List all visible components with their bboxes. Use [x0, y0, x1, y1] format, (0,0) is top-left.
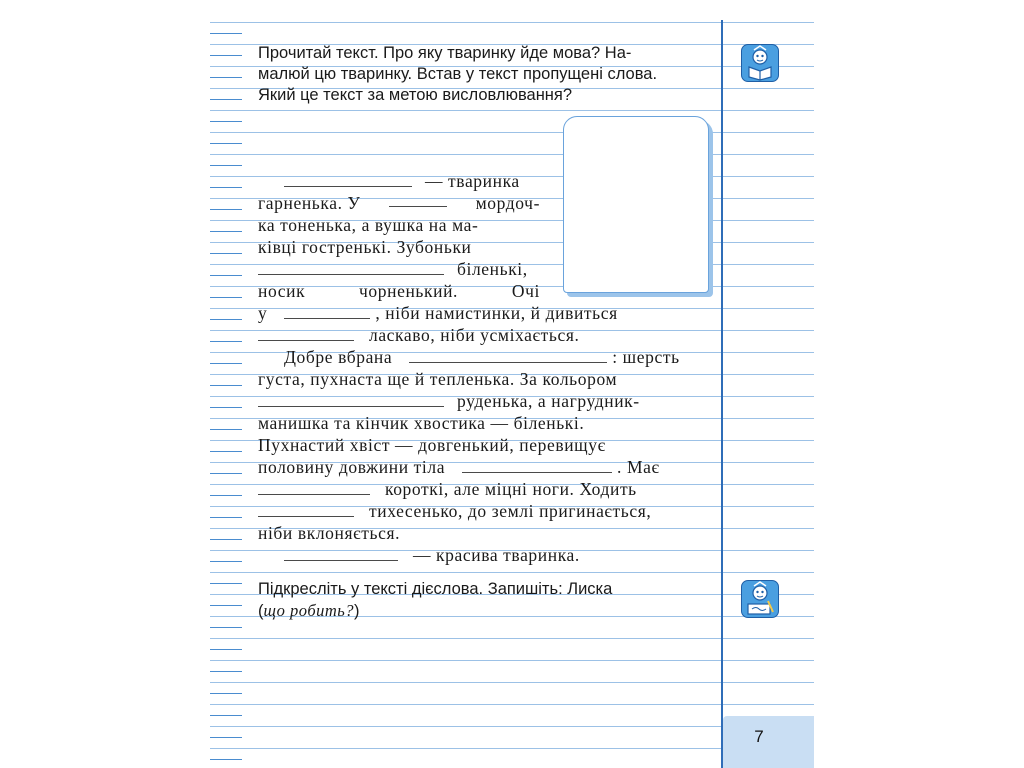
blank-field[interactable] — [284, 172, 412, 187]
ruling-dash — [210, 517, 242, 518]
blank-field[interactable] — [284, 546, 398, 561]
ruling-dash — [210, 165, 242, 166]
task-2-line-1: Підкресліть у тексті дієслова. Запишіть: Лиска — [258, 580, 613, 598]
text-line-12: манишка та кінчик хвостика — біленькі. — [258, 413, 585, 433]
text-line-2: гарненька. У мордоч- — [258, 193, 540, 213]
ruling-dash — [210, 473, 242, 474]
ruling-dash — [210, 231, 242, 232]
text-line-9: Добре вбрана : шерсть — [284, 347, 680, 367]
text-line-6: носик чорненький. Очі — [258, 281, 540, 301]
text-line-15: короткі, але міцні ноги. Ходить — [258, 478, 637, 500]
ruling-dash — [210, 451, 242, 452]
ruling-dash — [210, 275, 242, 276]
ruling-dash — [210, 671, 242, 672]
task-2-line-2: (що робить?) — [258, 601, 360, 620]
ruling-dash — [210, 737, 242, 738]
blank-field[interactable] — [258, 502, 354, 517]
ruling-dash — [210, 143, 242, 144]
blank-field[interactable] — [462, 458, 612, 473]
ruling-dash — [210, 715, 242, 716]
reading-character-icon — [741, 44, 779, 82]
text-line-8: ласкаво, ніби усміхається. — [258, 324, 579, 346]
text-line-1: — тваринка — [284, 170, 520, 192]
blank-field[interactable] — [258, 260, 444, 275]
task-2-instructions — [258, 579, 706, 622]
task-1-line-2: малюй цю тваринку. Встав у текст пропущені слова. — [258, 65, 658, 83]
text-line-3: ка тоненька, а вушка на ма- — [258, 215, 479, 235]
text-line-4: ківці гостренькі. Зубоньки — [258, 237, 472, 257]
ruling-line — [210, 132, 814, 133]
margin-line — [721, 20, 723, 768]
ruling-dash — [210, 759, 242, 760]
page-number: 7 — [754, 727, 764, 746]
text-line-16: тихесенько, до землі пригинається, — [258, 500, 651, 522]
ruling-dash — [210, 297, 242, 298]
ruling-dash — [210, 627, 242, 628]
blank-field[interactable] — [389, 192, 447, 207]
ruling-dash — [210, 407, 242, 408]
ruling-dash — [210, 319, 242, 320]
ruling-dash — [210, 363, 242, 364]
ruling-line — [210, 704, 814, 705]
text-line-10: густа, пухнаста ще й тепленька. За кольором — [258, 369, 618, 389]
ruling-dash — [210, 605, 242, 606]
blank-field[interactable] — [409, 348, 607, 363]
ruling-dash — [210, 561, 242, 562]
ruling-line — [210, 22, 814, 23]
ruling-dash — [210, 99, 242, 100]
ruling-dash — [210, 253, 242, 254]
text-line-7: у , ніби намистинки, й дивиться — [258, 303, 618, 323]
ruling-dash — [210, 121, 242, 122]
drawing-frame[interactable] — [563, 116, 709, 293]
blank-field[interactable] — [258, 480, 370, 495]
ruling-dash — [210, 649, 242, 650]
ruling-line — [210, 154, 814, 155]
ruling-dash — [210, 209, 242, 210]
task-1-line-3: Який це текст за метою висловлювання? — [258, 86, 573, 104]
ruling-dash — [210, 33, 242, 34]
ruling-line — [210, 110, 814, 111]
blank-field[interactable] — [258, 392, 444, 407]
ruling-dash — [210, 187, 242, 188]
ruling-line — [210, 572, 814, 573]
blank-field[interactable] — [284, 304, 370, 319]
text-line-14: половину довжини тіла . Має — [258, 457, 660, 477]
ruling-line — [210, 682, 814, 683]
text-line-13: Пухнастий хвіст — довгенький, перевищує — [258, 435, 606, 455]
ruling-line — [210, 660, 814, 661]
ruling-dash — [210, 495, 242, 496]
text-line-11: руденька, а нагрудник- — [258, 390, 640, 412]
ruling-dash — [210, 55, 242, 56]
text-line-5: біленькі, — [258, 258, 528, 280]
ruling-dash — [210, 583, 242, 584]
writing-character-icon — [741, 580, 779, 618]
ruling-dash — [210, 385, 242, 386]
ruling-dash — [210, 693, 242, 694]
text-line-17: ніби вклоняється. — [258, 523, 401, 543]
text-line-18: — красива тваринка. — [284, 544, 580, 566]
ruling-line — [210, 638, 814, 639]
task-1-line-1: Прочитай текст. Про яку тваринку йде мова? На- — [258, 44, 632, 62]
ruling-dash — [210, 539, 242, 540]
ruling-dash — [210, 77, 242, 78]
ruling-dash — [210, 341, 242, 342]
ruling-dash — [210, 429, 242, 430]
task-1-instructions — [258, 43, 706, 106]
blank-field[interactable] — [258, 326, 354, 341]
page-number-tab — [723, 716, 814, 768]
